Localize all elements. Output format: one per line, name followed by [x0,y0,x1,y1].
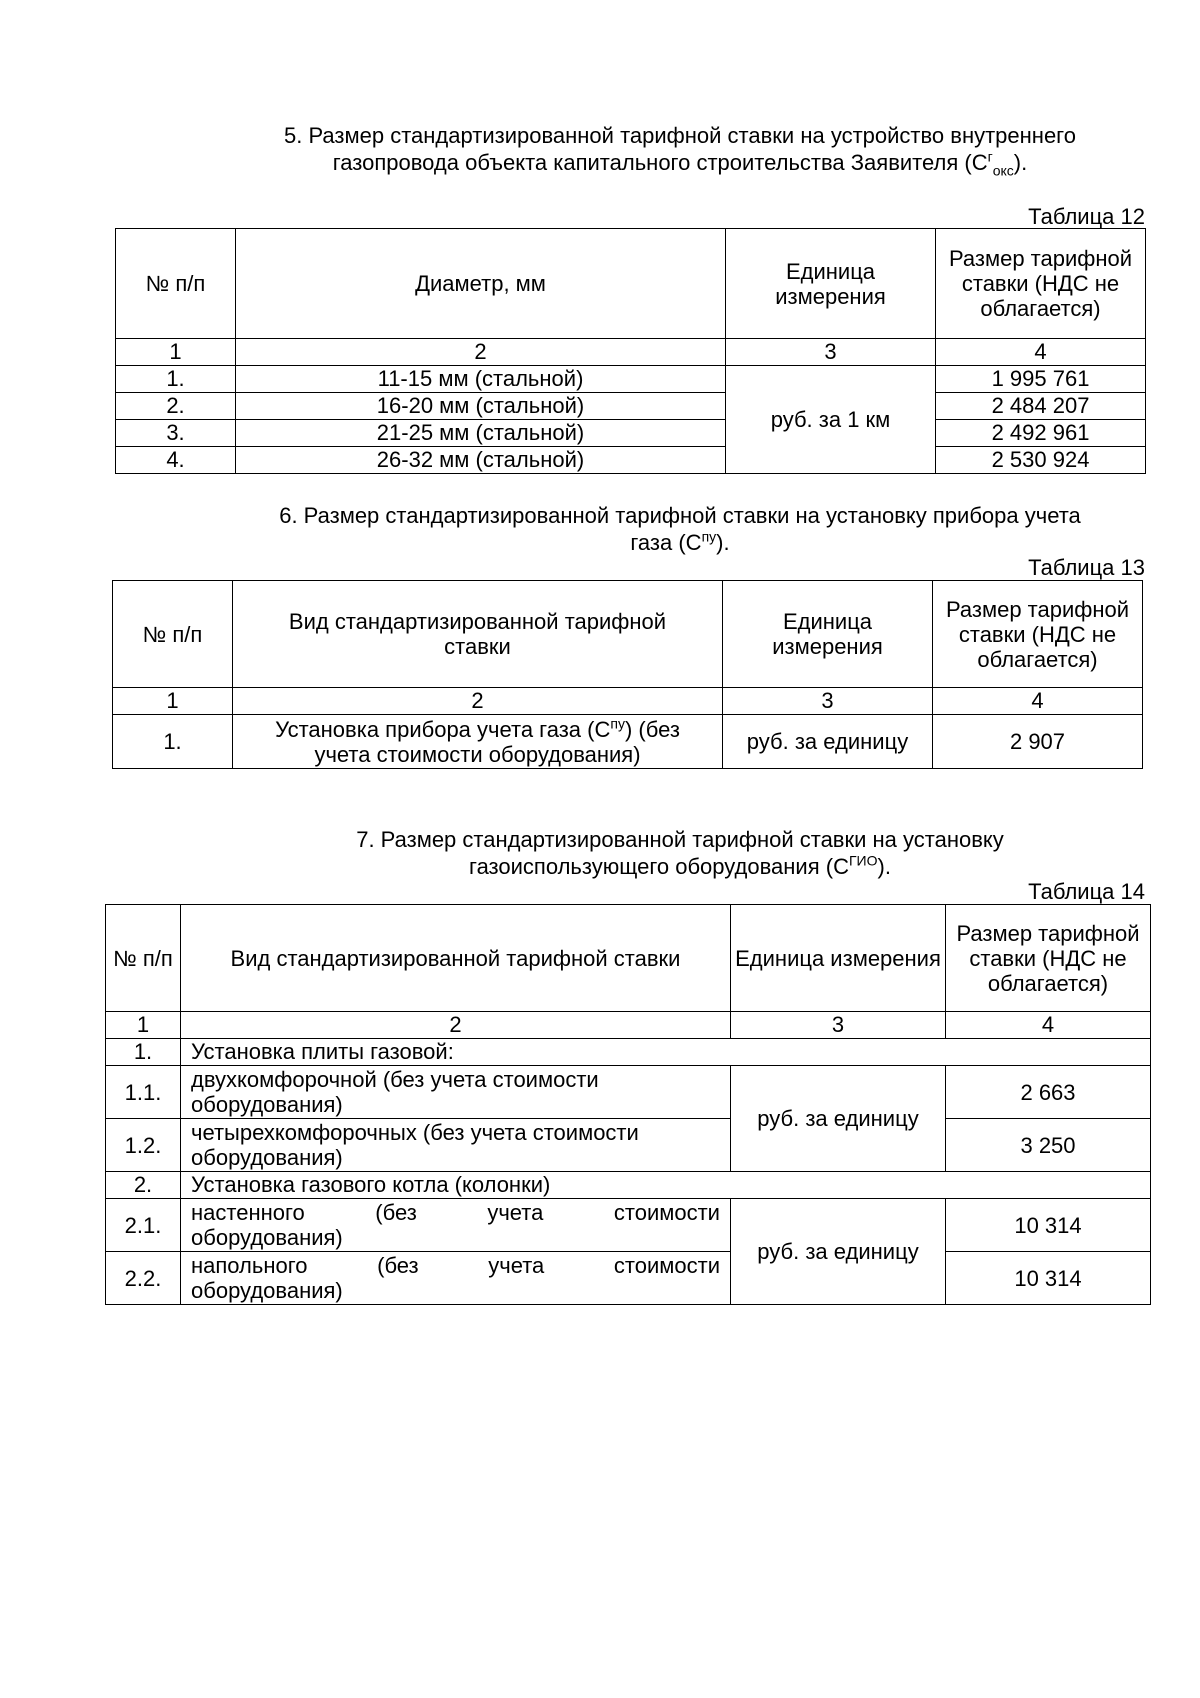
table-row [106,1199,1151,1252]
colnum: 3 [731,1012,946,1039]
table13-header-row [113,581,1143,688]
diameter-cell: 21-25 мм (стальной) [236,420,726,447]
row-number: 2.1. [106,1199,181,1252]
table-row [113,715,1143,769]
unit-cell: руб. за единицу [731,1199,946,1305]
colnum: 3 [723,688,933,715]
table14 [105,904,1151,1305]
row-number: 3. [116,420,236,447]
table13-caption: Таблица 13 [1028,555,1145,580]
diameter-cell: 11-15 мм (стальной) [236,366,726,393]
colnum: 4 [946,1012,1151,1039]
table13-header-rate: Размер тарифной ставки (НДС не облагается) [933,581,1143,688]
colnum: 1 [116,339,236,366]
table12-colnum-row [116,339,1146,366]
rate-cell: 10 314 [946,1252,1151,1305]
section7-heading-line2: газоиспользующего оборудования $(С^{ГИО})$. [469,852,891,879]
section7-heading-line1: 7. Размер стандартизированной тарифной ставки на установку [356,827,1004,852]
table13-header-unit: Единица измерения [723,581,933,688]
table12-caption: Таблица 12 [1028,204,1145,229]
table12-header-row [116,229,1146,339]
section6-heading-line1: 6. Размер стандартизированной тарифной ставки на установку прибора учета [279,503,1081,528]
rate-cell: 2 484 207 [936,393,1146,420]
table-row [106,1119,1151,1172]
table12 [115,228,1146,474]
colnum: 1 [113,688,233,715]
type-cell: двухкомфорочной (без учета стоимости оборудования) [181,1066,731,1119]
unit-cell: руб. за единицу [731,1066,946,1172]
row-number: 1. [113,715,233,769]
table13-header-type: Вид стандартизированной тарифной ставки [233,581,723,688]
colnum: 2 [236,339,726,366]
type-cell: четырехкомфорочных (без учета стоимости оборудования) [181,1119,731,1172]
section5-heading-line1: 5. Размер стандартизированной тарифной ставки на устройство внутреннего [284,123,1076,148]
group-row [106,1039,1151,1066]
table13-colnum-row [113,688,1143,715]
table14-header-num: № п/п [106,905,181,1012]
table12-header-unit: Единица измерения [726,229,936,339]
rate-cell: 2 663 [946,1066,1151,1119]
row-number: 1.1. [106,1066,181,1119]
row-number: 1.2. [106,1119,181,1172]
diameter-cell: 26-32 мм (стальной) [236,447,726,474]
group-title: Установка плиты газовой: [181,1039,1151,1066]
rate-cell: 2 907 [933,715,1143,769]
table14-header-unit: Единица измерения [731,905,946,1012]
colnum: 4 [933,688,1143,715]
table14-header-type: Вид стандартизированной тарифной ставки [181,905,731,1012]
colnum: 2 [181,1012,731,1039]
row-number: 2. [106,1172,181,1199]
table-row [116,447,1146,474]
table-row [106,1252,1151,1305]
colnum: 3 [726,339,936,366]
table12-header-num: № п/п [116,229,236,339]
table-row [116,393,1146,420]
type-cell: напольного (без учета стоимости оборудования) [181,1252,731,1305]
table14-caption: Таблица 14 [1028,879,1145,904]
section5-heading-line2: газопровода объекта капитального строительства Заявителя $(С^г_{окс})$. [332,148,1028,179]
row-number: 1. [106,1039,181,1066]
table13-header-num: № п/п [113,581,233,688]
section6-heading [200,502,1160,556]
rate-cell: 2 530 924 [936,447,1146,474]
section7-heading [200,826,1160,880]
table-row [116,366,1146,393]
unit-cell: руб. за единицу [723,715,933,769]
table14-colnum-row [106,1012,1151,1039]
section5-heading [200,122,1160,179]
rate-cell: 10 314 [946,1199,1151,1252]
table13 [112,580,1143,769]
row-number: 1. [116,366,236,393]
table-row [116,420,1146,447]
colnum: 1 [106,1012,181,1039]
table-row [106,1066,1151,1119]
colnum: 2 [233,688,723,715]
unit-cell: руб. за 1 км [726,366,936,474]
rate-cell: 2 492 961 [936,420,1146,447]
rate-cell: 3 250 [946,1119,1151,1172]
colnum: 4 [936,339,1146,366]
table14-header-rate: Размер тарифной ставки (НДС не облагается) [946,905,1151,1012]
group-title: Установка газового котла (колонки) [181,1172,1151,1199]
table14-header-row [106,905,1151,1012]
diameter-cell: 16-20 мм (стальной) [236,393,726,420]
table12-header-rate: Размер тарифной ставки (НДС не облагается) [936,229,1146,339]
table12-header-diameter: Диаметр, мм [236,229,726,339]
type-cell: Установка прибора учета газа $(С^{пу})$ (без учета стоимости оборудования) [233,715,723,769]
type-cell: настенного (без учета стоимости оборудования) [181,1199,731,1252]
row-number: 2. [116,393,236,420]
group-row [106,1172,1151,1199]
section6-heading-line2: газа $(С^{пу})$. [630,528,730,555]
row-number: 4. [116,447,236,474]
rate-cell: 1 995 761 [936,366,1146,393]
row-number: 2.2. [106,1252,181,1305]
